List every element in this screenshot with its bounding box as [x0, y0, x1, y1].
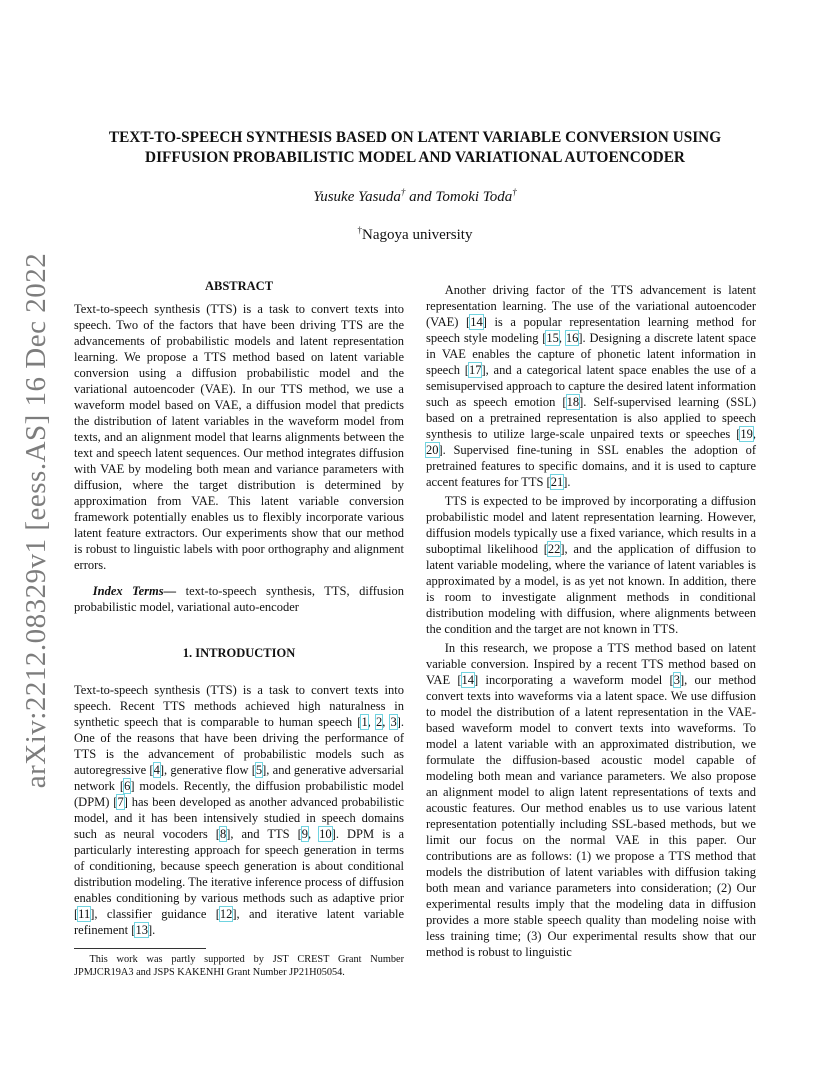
citation-link[interactable]: 20: [426, 443, 439, 457]
citation-link[interactable]: 4: [153, 763, 160, 777]
citation-link[interactable]: 22: [547, 542, 561, 556]
citation-link[interactable]: 2: [375, 715, 383, 729]
citation-link[interactable]: 16: [565, 331, 579, 345]
citation-link[interactable]: 12: [219, 907, 233, 921]
authors: Yusuke Yasuda† and Tomoki Toda†: [313, 187, 517, 205]
citation-link[interactable]: 5: [255, 763, 263, 777]
intro-paragraph-1: Text-to-speech synthesis (TTS) is a task to convert texts into speech. Recent TTS methods achieved high naturalness in synthetic speech that is comparable to human speech [1, 2, 3]. One of the reasons that have been driving the performance of TTS is the advancement of probabilistic models such as autoregressive [4], generative flow [5], and generative adversarial network [6] models. Recently, the diffusion probabilistic model (DPM) [7] has been developed as another advanced probabilistic model, and it has been intensively studied in speech domains such as neural vocoders [8], and TTS [9, 10]. DPM is a particularly interesting approach for speech generation in terms of conditioning, because speech generation is about conditional distribution modeling. The iterative inference process of diffusion enables conditioning by various methods such as adaptive prior [11], classifier guidance [12], and iterative latent variable refinement [13].: [74, 683, 405, 937]
citation-link[interactable]: 13: [135, 923, 148, 937]
intro-paragraph-4: In this research, we propose a TTS method based on latent variable conversion. Inspired by a recent TTS method based on VAE [14] incorporating a waveform model [3], our method convert texts into waveforms via a latent space. We use diffusion to model the distribution of a latent representation in the VAE-based waveform model to convert texts into waveforms. To model a latent variable with an approximated distribution, we formulate the diffusion-based acoustic model capable of modeling both mean and variance parameters. We also propose an alignment model to align latent representations of texts and acoustic features. Our method enables us to use various latent representation potentially including SSL-based methods, but we limit our focus on the normal VAE in this paper. Our contributions are as follows: (1) we propose a TTS method that models the distribution of latent variables with diffusion taking both mean and variance parameters into consideration; (2) Our experimental results imply that the modeling data in diffusion provides a more stable speech quality than modeling noise with less training time; (3) Our experimental results show that our method is robust to linguistic: [426, 641, 756, 959]
paper-title: TEXT-TO-SPEECH SYNTHESIS BASED ON LATENT VARIABLE CONVERSION USING DIFFUSION PROBABILISTIC MODEL AND VARIATIONAL AUTOENCODER: [108, 129, 722, 166]
footnote-rule: [74, 948, 206, 949]
footnote: This work was partly supported by JST CREST Grant Number JPMJCR19A3 and JSPS KAKENHI Grant Number JP21H05054.: [74, 954, 404, 978]
abstract-heading: ABSTRACT: [204, 279, 274, 293]
citation-link[interactable]: 3: [390, 715, 397, 729]
citation-link[interactable]: 3: [673, 673, 680, 687]
index-terms-label: Index Terms—: [92, 584, 177, 598]
citation-link[interactable]: 14: [461, 673, 475, 687]
citation-link[interactable]: 14: [470, 315, 483, 329]
citation-link[interactable]: 10: [319, 827, 332, 841]
citation-link[interactable]: 21: [550, 475, 564, 489]
citation-link[interactable]: 1: [361, 715, 368, 729]
citation-link[interactable]: 6: [124, 779, 131, 793]
citation-link[interactable]: 11: [78, 907, 91, 921]
index-terms: [74, 583, 404, 615]
right-column: [426, 282, 756, 960]
index-terms-text: text-to-speech synthesis, TTS, diffusion probabilistic model, variational auto-encoder: [74, 584, 405, 614]
citation-link[interactable]: 9: [301, 827, 309, 841]
intro-paragraph-2: Another driving factor of the TTS advancement is latent representation learning. The use of the variational autoencoder (VAE) [14] is a popular representation learning method for speech style modeling [15, 16]. Designing a discrete latent space in VAE enables the capture of phonetic latent information in speech [17], and a categorical latent space enables the use of a semisupervised approach to capture the desired latent information such as speech emotion [18]. Self-supervised learning (SSL) based on a pretrained representation is also applied to speech synthesis to utilize large-scale unpaired texts or speeches [19, 20]. Supervised fine-tuning in SSL enables the adoption of pretrained features to specific domains, and it is used to capture accent features for TTS [21].: [426, 283, 757, 489]
affiliation: †Nagoya university: [357, 225, 473, 243]
intro-heading: 1. INTRODUCTION: [182, 646, 296, 660]
citation-link[interactable]: 15: [546, 331, 559, 345]
intro-paragraph-3: TTS is expected to be improved by incorporating a diffusion probabilistic model and latent representation learning. However, diffusion models typically use a fixed variance, which results in a suboptimal likelihood [22], and the application of diffusion to latent variable modeling, where the variance of latent variables is approximated by a model, is as yet not known. In addition, there is room to investigate alignment methods in conditional distribution modeling with diffusion, where alignments between the condition and the target are not known in TTS.: [426, 494, 756, 636]
citation-link[interactable]: 7: [117, 795, 124, 809]
abstract-text: Text-to-speech synthesis (TTS) is a task to convert texts into speech. Two of the factors that have been driving TTS are the advancements of probabilistic models and latent representation learning. We propose a TTS method based on latent variable conversion using a diffusion probabilistic model and the variational autoencoder (VAE). In our TTS method, we use a waveform model based on VAE, a diffusion model that predicts the distribution of latent variables in the waveform model from texts, and an alignment model that learns alignments between the text and speech latent sequences. Our method integrates diffusion with VAE by modeling both mean and variance parameters with diffusion, where the target distribution is determined by approximation from VAE. This latent variable conversion framework potentially enables us to flexibly incorporate various latent feature extractors. Our experiments show that our method is robust to linguistic labels with poor orthography and alignment errors.: [74, 302, 404, 572]
citation-link[interactable]: 17: [468, 363, 482, 377]
arxiv-side-label: arXiv:2212.08329v1 [eess.AS] 16 Dec 2022: [20, 252, 53, 788]
citation-link[interactable]: 8: [219, 827, 227, 841]
citation-link[interactable]: 18: [566, 395, 580, 409]
citation-link[interactable]: 19: [740, 427, 753, 441]
left-column: [74, 278, 404, 938]
